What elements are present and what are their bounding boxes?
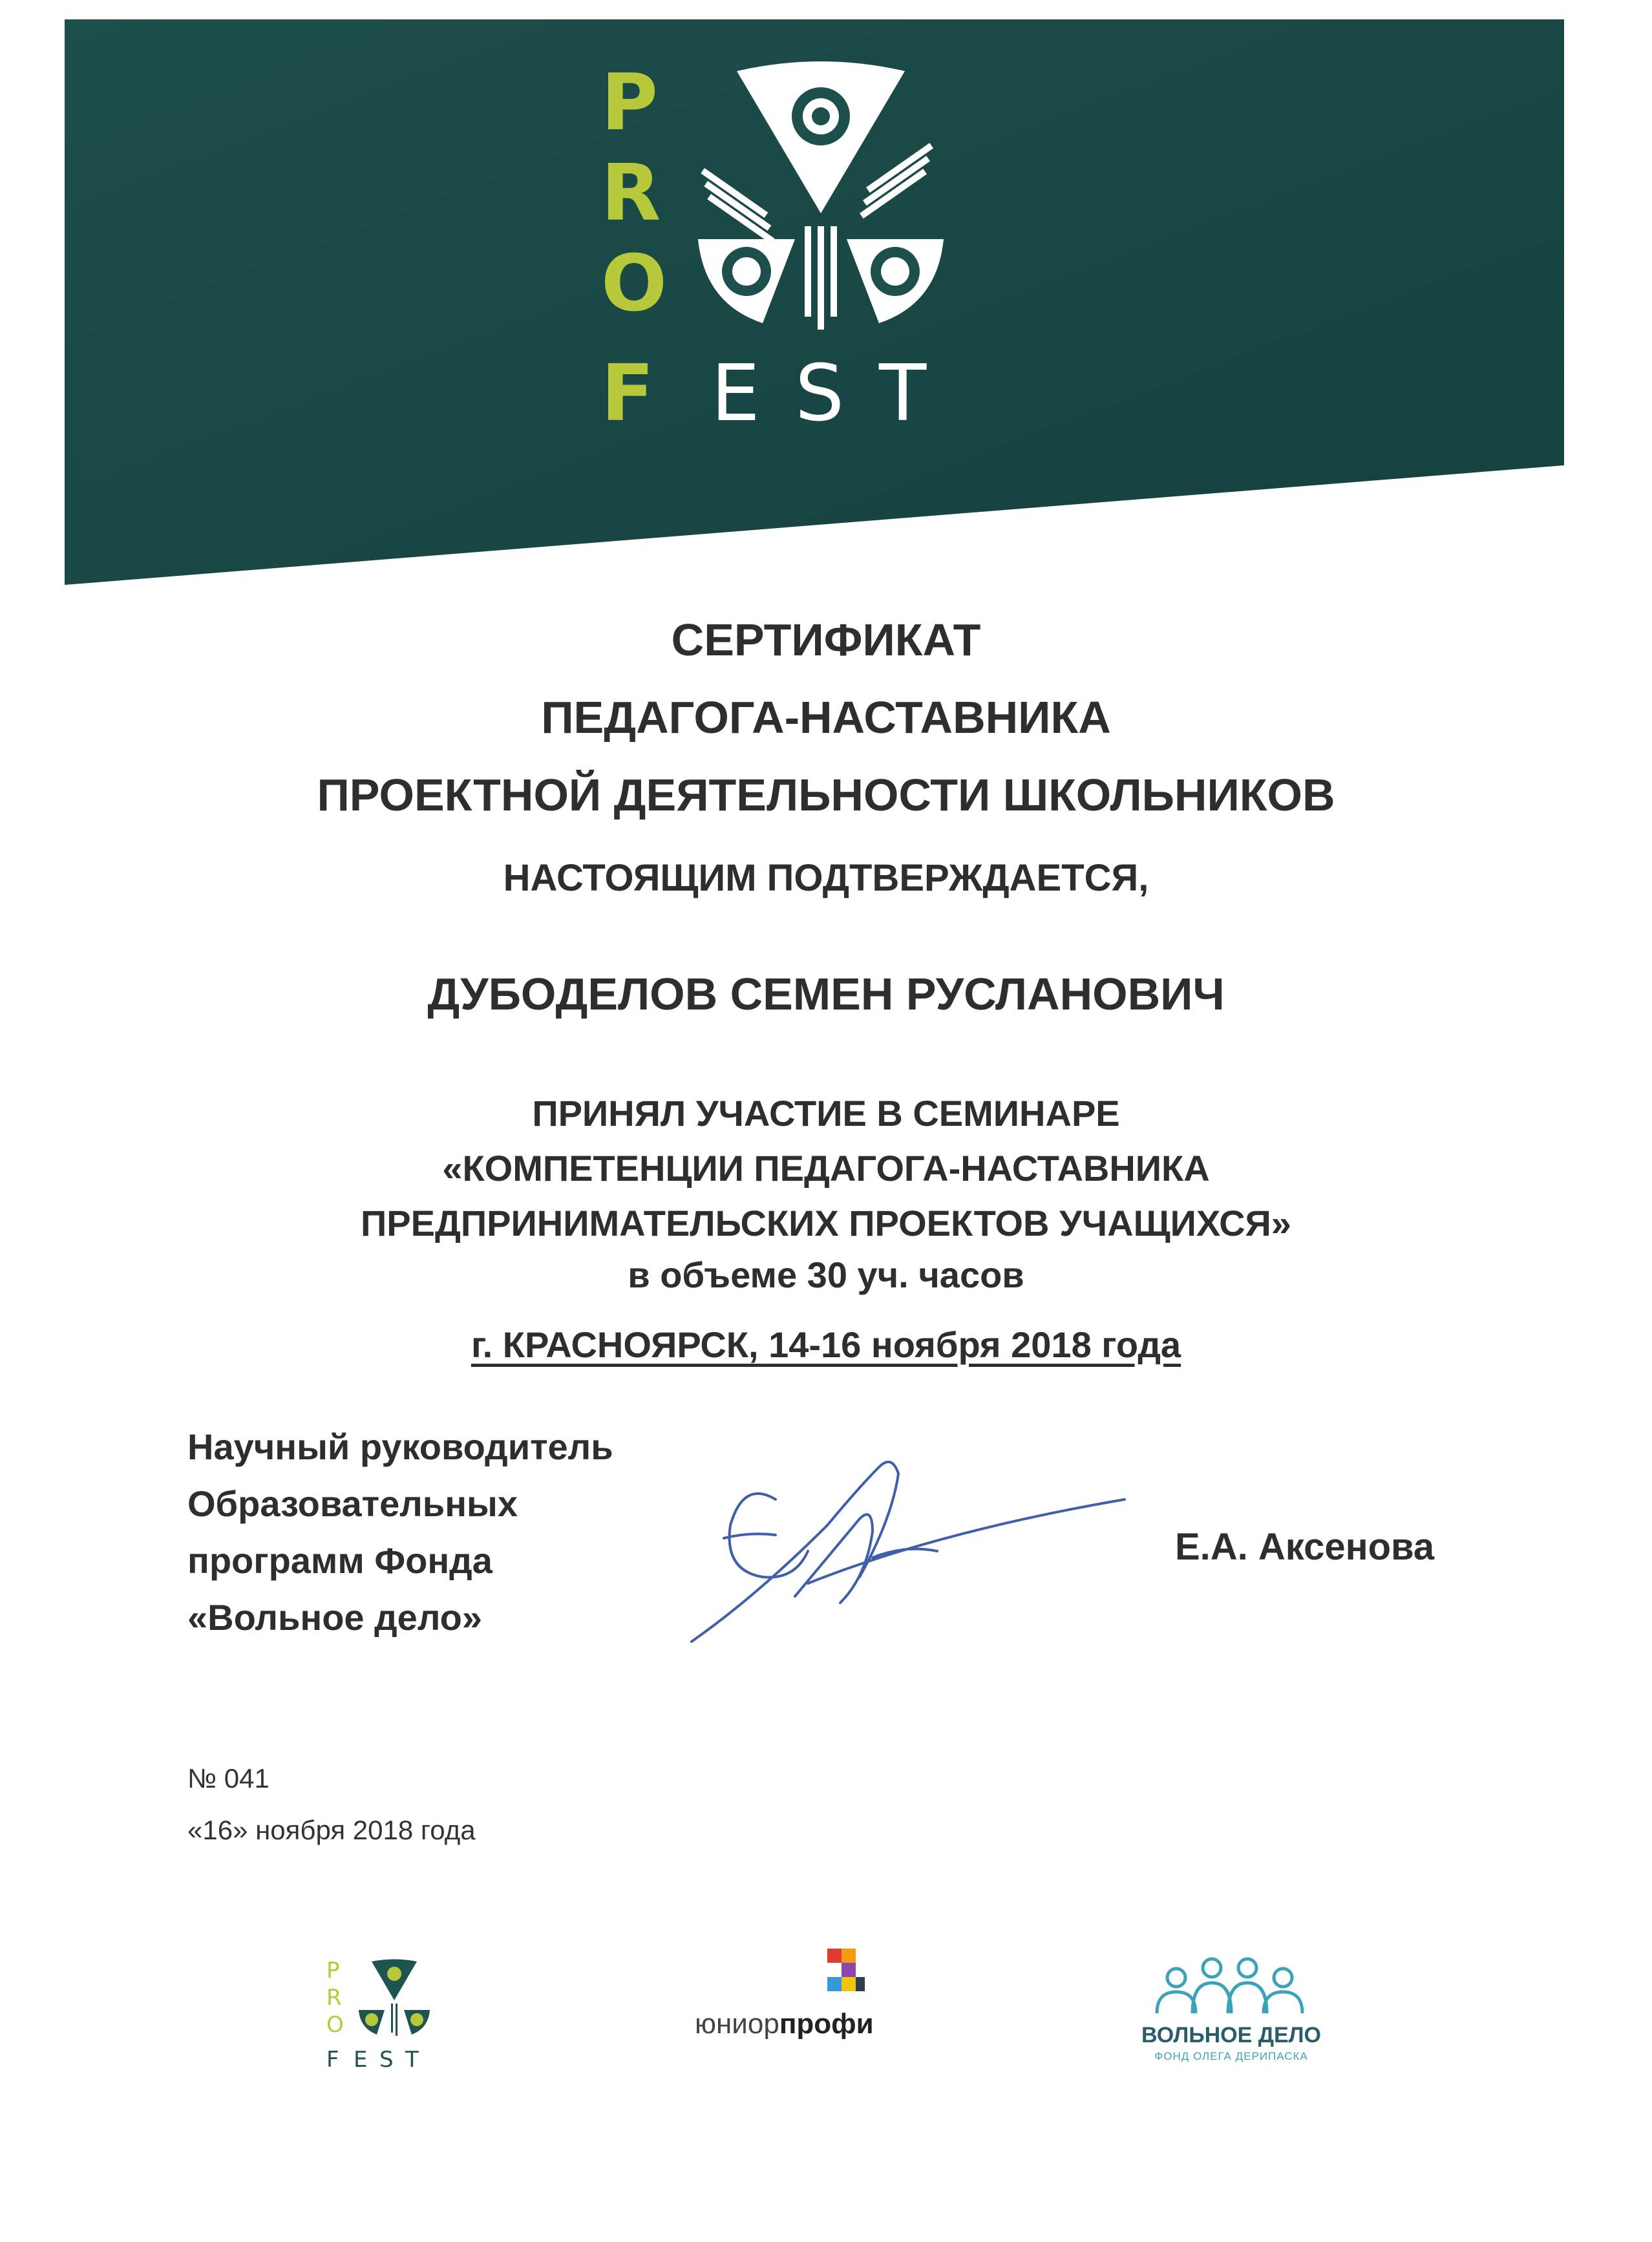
profest-small-logo <box>326 1958 436 2081</box>
profest-logo <box>601 58 1002 446</box>
logo-letter-r: R <box>601 149 661 238</box>
issue-date: «16» ноября 2018 года <box>187 1815 476 1845</box>
junior-profi-mark-icon <box>827 1949 866 2000</box>
certificate-number: № 041 <box>187 1763 270 1793</box>
logo-letter-s: S <box>795 349 845 439</box>
logo-letter-f: F <box>601 349 654 439</box>
position-line-2: Образовательных <box>187 1483 518 1524</box>
small-logo-letter-f: F <box>326 2047 339 2073</box>
title-line-2: ПЕДАГОГА-НАСТАВНИКА <box>541 692 1111 743</box>
junior-text-part2: профи <box>779 2008 874 2040</box>
small-logo-letter-s: S <box>379 2047 394 2073</box>
handwritten-signature <box>679 1428 1131 1661</box>
small-logo-letter-r: R <box>326 1985 342 2011</box>
place-date-text: г. КРАСНОЯРСК, 14-16 ноября 2018 года <box>471 1324 1181 1365</box>
volume-text: в объеме 30 уч. часов <box>628 1254 1024 1295</box>
small-logo-letter-p: P <box>326 1958 340 1983</box>
small-logo-letter-t: T <box>405 2047 419 2073</box>
logo-letter-p: P <box>601 58 658 148</box>
logo-letter-o: O <box>601 239 668 329</box>
position-line-4: «Вольное дело» <box>187 1597 483 1638</box>
confirmation-text: НАСТОЯЩИМ ПОДТВЕРЖДАЕТСЯ, <box>503 857 1149 899</box>
junior-profi-logo <box>695 1949 902 2046</box>
volnoe-delo-subtitle: ФОНД ОЛЕГА ДЕРИПАСКА <box>1154 2050 1308 2062</box>
people-icon <box>1150 1952 1312 2016</box>
title-line-3: ПРОЕКТНОЙ ДЕЯТЕЛЬНОСТИ ШКОЛЬНИКОВ <box>317 770 1335 820</box>
participation-text: ПРИНЯЛ УЧАСТИЕ В СЕМИНАРЕ <box>532 1093 1120 1134</box>
junior-text-part1: юниор <box>695 2008 779 2040</box>
logo-letter-e: E <box>711 349 765 439</box>
small-logo-letter-o: O <box>326 2012 344 2038</box>
small-emblem-icon <box>359 1960 430 2036</box>
volnoe-delo-logo <box>1125 1952 1338 2068</box>
signer-name: Е.А. Аксенова <box>1175 1526 1435 1568</box>
seminar-line-1: «КОМПЕТЕНЦИИ ПЕДАГОГА-НАСТАВНИКА <box>442 1148 1210 1189</box>
seminar-line-2: ПРЕДПРИНИМАТЕЛЬСКИХ ПРОЕКТОВ УЧАЩИХСЯ» <box>361 1203 1291 1243</box>
volnoe-delo-name: ВОЛЬНОЕ ДЕЛО <box>1141 2023 1321 2047</box>
recipient-name: ДУБОДЕЛОВ СЕМЕН РУСЛАНОВИЧ <box>427 969 1225 1019</box>
logo-letter-t: T <box>879 349 927 439</box>
place-date <box>0 1324 1652 1366</box>
title-line-1: СЕРТИФИКАТ <box>671 615 981 665</box>
junior-profi-text <box>695 2008 874 2040</box>
position-line-3: программ Фонда <box>187 1540 492 1581</box>
position-line-1: Научный руководитель <box>187 1426 613 1467</box>
certificate-title <box>0 601 1652 834</box>
small-logo-letter-e: E <box>354 2047 368 2073</box>
emblem-icon <box>698 61 944 330</box>
signer-position <box>187 1419 613 1646</box>
